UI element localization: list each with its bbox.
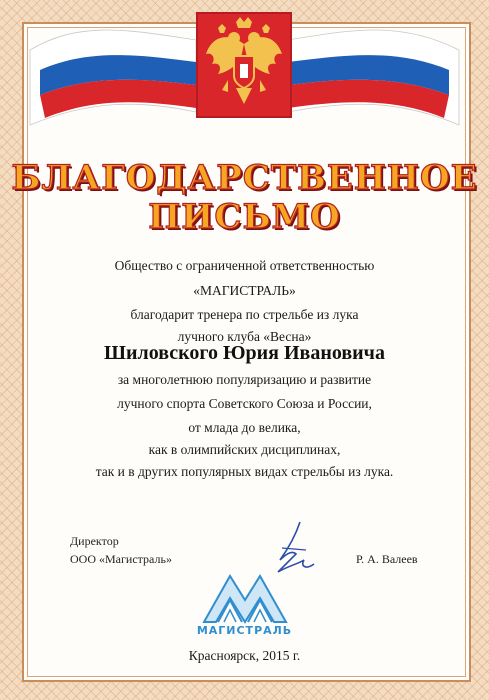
recipient-name: Шиловского Юрия Ивановича [104,342,385,364]
signer-position: Директор [70,534,119,548]
body-line-7: от млада до велика, [188,420,301,435]
body-line-3: благодарит тренера по стрельбе из лука [130,307,359,322]
body-line-4: лучного клуба «Весна» [177,329,312,344]
body-line-9: так и в других популярных видах стрельбы из лука. [95,464,394,479]
signer-name: Р. А. Валеев [356,552,418,566]
body-line-8: как в олимпийских дисциплинах, [148,442,341,457]
body-line-2: «МАГИСТРАЛЬ» [193,283,296,298]
magistral-logo-icon [200,570,290,629]
russian-coat-of-arms-icon [196,12,292,118]
body-line-6: лучного спорта Советского Союза и России, [117,396,372,411]
logo-text: МАГИСТРАЛЬ [196,624,293,637]
body-line-5: за многолетнюю популяризацию и развитие [117,372,372,387]
document-title-line2: ПИСЬМО [148,197,341,237]
document-title-line1: БЛАГОДАРСТВЕННОЕ [11,158,478,198]
body-line-1: Общество с ограниченной ответственностью [114,258,375,273]
signer-organization: ООО «Магистраль» [70,552,172,566]
city-and-year: Красноярск, 2015 г. [188,648,301,663]
